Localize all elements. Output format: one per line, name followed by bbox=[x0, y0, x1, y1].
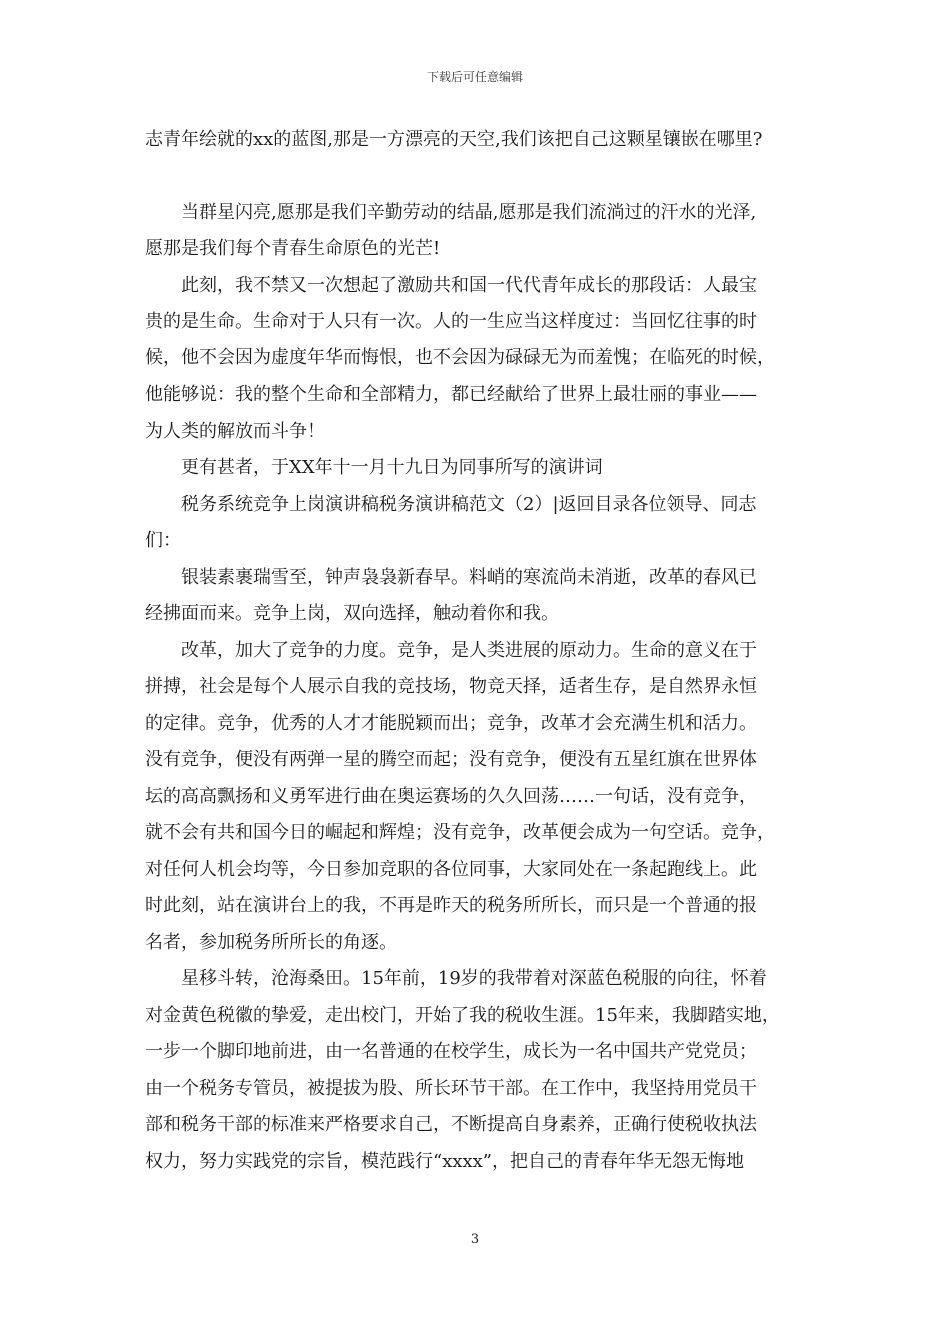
text-line: 没有竞争，便没有两弹一星的腾空而起；没有竞争，便没有五星红旗在世界体 bbox=[145, 749, 757, 770]
text-line: 权力，努力实践党的宗旨，模范践行“xxxx”，把自己的青春年华无怨无悔地 bbox=[145, 1151, 745, 1172]
text-line: 候，他不会因为虚度年华而悔恨，也不会因为碌碌无为而羞愧；在临死的时候， bbox=[145, 347, 775, 368]
text-line: 就不会有共和国今日的崛起和辉煌；没有竞争，改革便会成为一句空话。竞争， bbox=[145, 822, 775, 843]
text-line: 税务系统竞争上岗演讲稿税务演讲稿范文（2）|返回目录各位领导、同志 bbox=[145, 494, 757, 515]
text-line: 坛的高高飘扬和义勇军进行曲在奥运赛场的久久回荡……一句话，没有竞争， bbox=[145, 786, 757, 807]
page-header: 下载后可任意编辑 bbox=[426, 70, 523, 84]
text-line: 名者，参加税务所所长的角逐。 bbox=[145, 932, 397, 953]
text-line: 对金黄色税徽的挚爱，走出校门，开始了我的税收生涯。15年来，我脚踏实地， bbox=[145, 1005, 780, 1026]
text-line: 更有甚者，于XX年十一月十九日为同事所写的演讲词 bbox=[145, 457, 603, 478]
text-line: 的定律。竞争，优秀的人才才能脱颖而出；竞争，改革才会充满生机和活力。 bbox=[145, 713, 757, 734]
text-line: 时此刻，站在演讲台上的我，不再是昨天的税务所所长，而只是一个普通的报 bbox=[145, 895, 757, 916]
text-line: 他能够说：我的整个生命和全部精力，都已经献给了世界上最壮丽的事业—— bbox=[145, 384, 757, 405]
text-line: 改革，加大了竞争的力度。竞争，是人类进展的原动力。生命的意义在于 bbox=[145, 640, 757, 661]
text-line: 对任何人机会均等，今日参加竞职的各位同事，大家同处在一条起跑线上。此 bbox=[145, 859, 757, 880]
text-line: 志青年绘就的xx的蓝图,那是一方漂亮的天空,我们该把自己这颗星镶嵌在哪里? bbox=[145, 129, 763, 150]
text-line: 贵的是生命。生命对于人只有一次。人的一生应当这样度过：当回忆往事的时 bbox=[145, 311, 757, 332]
text-line: 一步一个脚印地前进，由一名普通的在校学生，成长为一名中国共产党党员； bbox=[145, 1041, 757, 1062]
text-line: 部和税务干部的标准来严格要求自己，不断提高自身素养，正确行使税收执法 bbox=[145, 1114, 757, 1135]
text-line: 此刻，我不禁又一次想起了激励共和国一代代青年成长的那段话：人最宝 bbox=[145, 275, 757, 296]
text-line: 经拂面而来。竞争上岗，双向选择，触动着你和我。 bbox=[145, 603, 559, 624]
text-line: 当群星闪亮,愿那是我们辛勤劳动的结晶,愿那是我们流淌过的汗水的光泽, bbox=[145, 202, 757, 223]
text-line: 由一个税务专管员，被提拔为股、所长环节干部。在工作中，我坚持用党员干 bbox=[145, 1078, 757, 1099]
text-line: 们： bbox=[145, 530, 181, 551]
page-number: 3 bbox=[470, 1232, 480, 1247]
text-line: 拼搏，社会是每个人展示自我的竞技场，物竞天择，适者生存，是自然界永恒 bbox=[145, 676, 757, 697]
text-line: 星移斗转，沧海桑田。15年前，19岁的我带着对深蓝色税服的向往，怀着 bbox=[145, 968, 767, 989]
text-line: 愿那是我们每个青春生命原色的光芒! bbox=[145, 238, 441, 259]
text-line: 为人类的解放而斗争！ bbox=[145, 421, 325, 442]
text-line: 银装素裹瑞雪至，钟声袅袅新春早。料峭的寒流尚未消逝，改革的春风已 bbox=[145, 567, 757, 588]
